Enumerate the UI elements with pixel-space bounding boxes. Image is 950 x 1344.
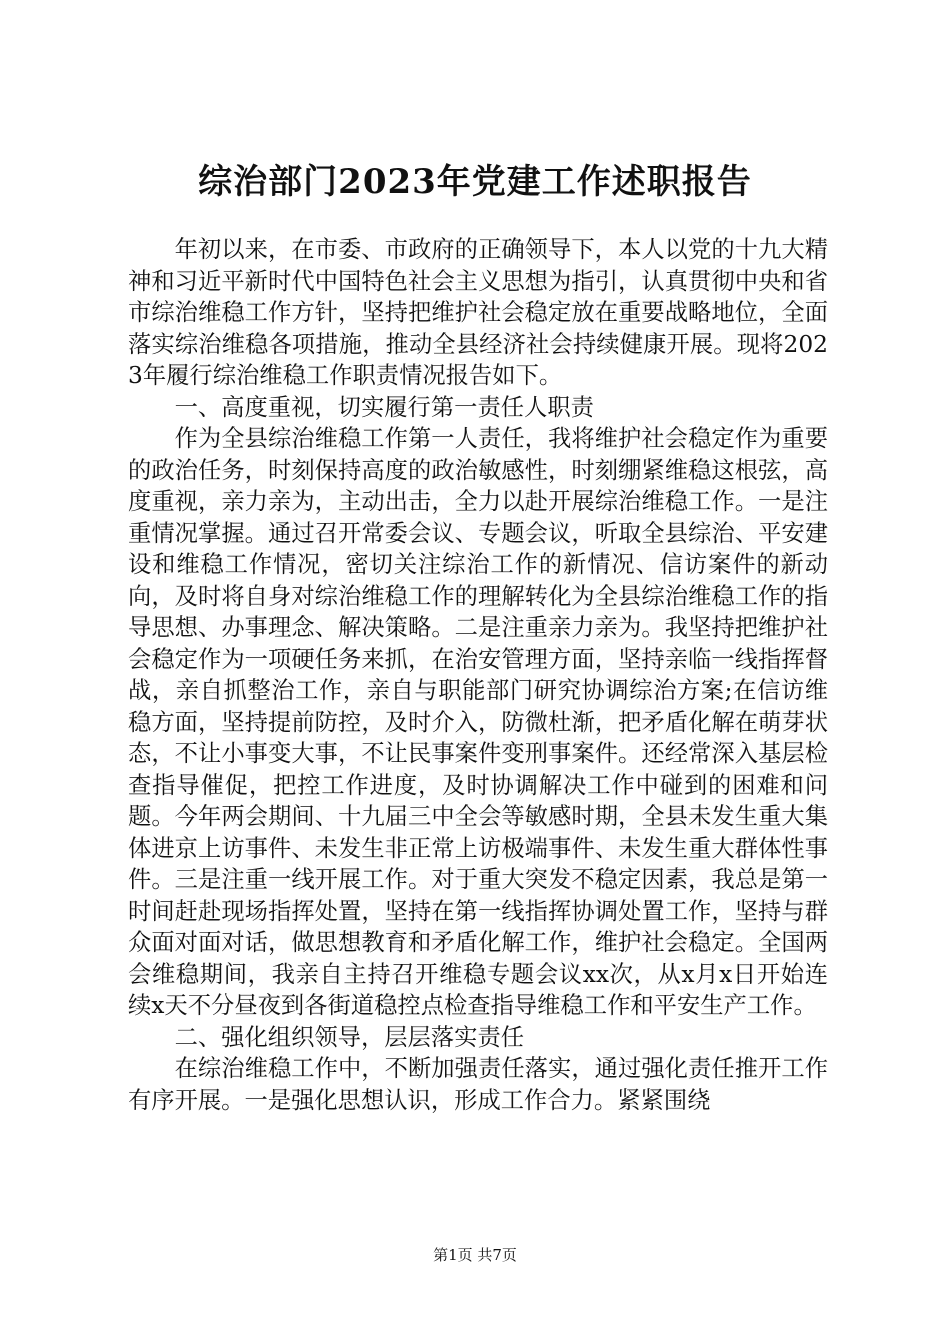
document-body [128,234,828,1116]
page-number-footer: 第1页 共7页 [433,1246,517,1264]
document-title: 综治部门2023年党建工作述职报告 [198,162,752,202]
section-1-paragraph: 作为全县综治维稳工作第一人责任，我将维护社会稳定作为重要的政治任务，时刻保持高度的政治敏感性，时刻绷紧维稳这根弦，高度重视，亲力亲为，主动出击，全力以赴开展综治维稳工作。一是注重情况掌握。通过召开常委会议、专题会议，听取全县综治、平安建设和维稳工作情况，密切关注综治工作的新情况、信访案件的新动向，及时将自身对综治维稳工作的理解转化为全县综治维稳工作的指导思想、办事理念、解决策略。二是注重亲力亲为。我坚持把维护社会稳定作为一项硬任务来抓，在治安管理方面，坚持亲临一线指挥督战，亲自抓整治工作，亲自与职能部门研究协调综治方案;在信访维稳方面，坚持提前防控，及时介入，防微杜渐，把矛盾化解在萌芽状态，不让小事变大事，不让民事案件变刑事案件。还经常深入基层检查指导催促，把控工作进度，及时协调解决工作中碰到的困难和问题。今年两会期间、十九届三中全会等敏感时期，全县未发生重大集体进京上访事件、未发生非正常上访极端事件、未发生重大群体性事件。三是注重一线开展工作。对于重大突发不稳定因素，我总是第一时间赶赴现场指挥处置，坚持在第一线指挥协调处置工作，坚持与群众面对面对话，做思想教育和矛盾化解工作，维护社会稳定。全国两会维稳期间，我亲自主持召开维稳专题会议xx次，从x月x日开始连续x天不分昼夜到各街道稳控点检查指导维稳工作和平安生产工作。 [128,425,828,1019]
section-heading-2: 二、强化组织领导，层层落实责任 [174,1023,525,1051]
section-2-paragraph: 在综治维稳工作中，不断加强责任落实，通过强化责任推开工作有序开展。一是强化思想认识，形成工作合力。紧紧围绕 [128,1055,828,1114]
intro-paragraph: 年初以来，在市委、市政府的正确领导下，本人以党的十九大精神和习近平新时代中国特色社会主义思想为指引，认真贯彻中央和省市综治维稳工作方针，坚持把维护社会稳定放在重要战略地位，全面落实综治维稳各项措施，推动全县经济社会持续健康开展。现将2023年履行综治维稳工作职责情况报告如下。 [128,236,828,389]
section-heading-1: 一、高度重视，切实履行第一责任人职责 [174,393,594,421]
